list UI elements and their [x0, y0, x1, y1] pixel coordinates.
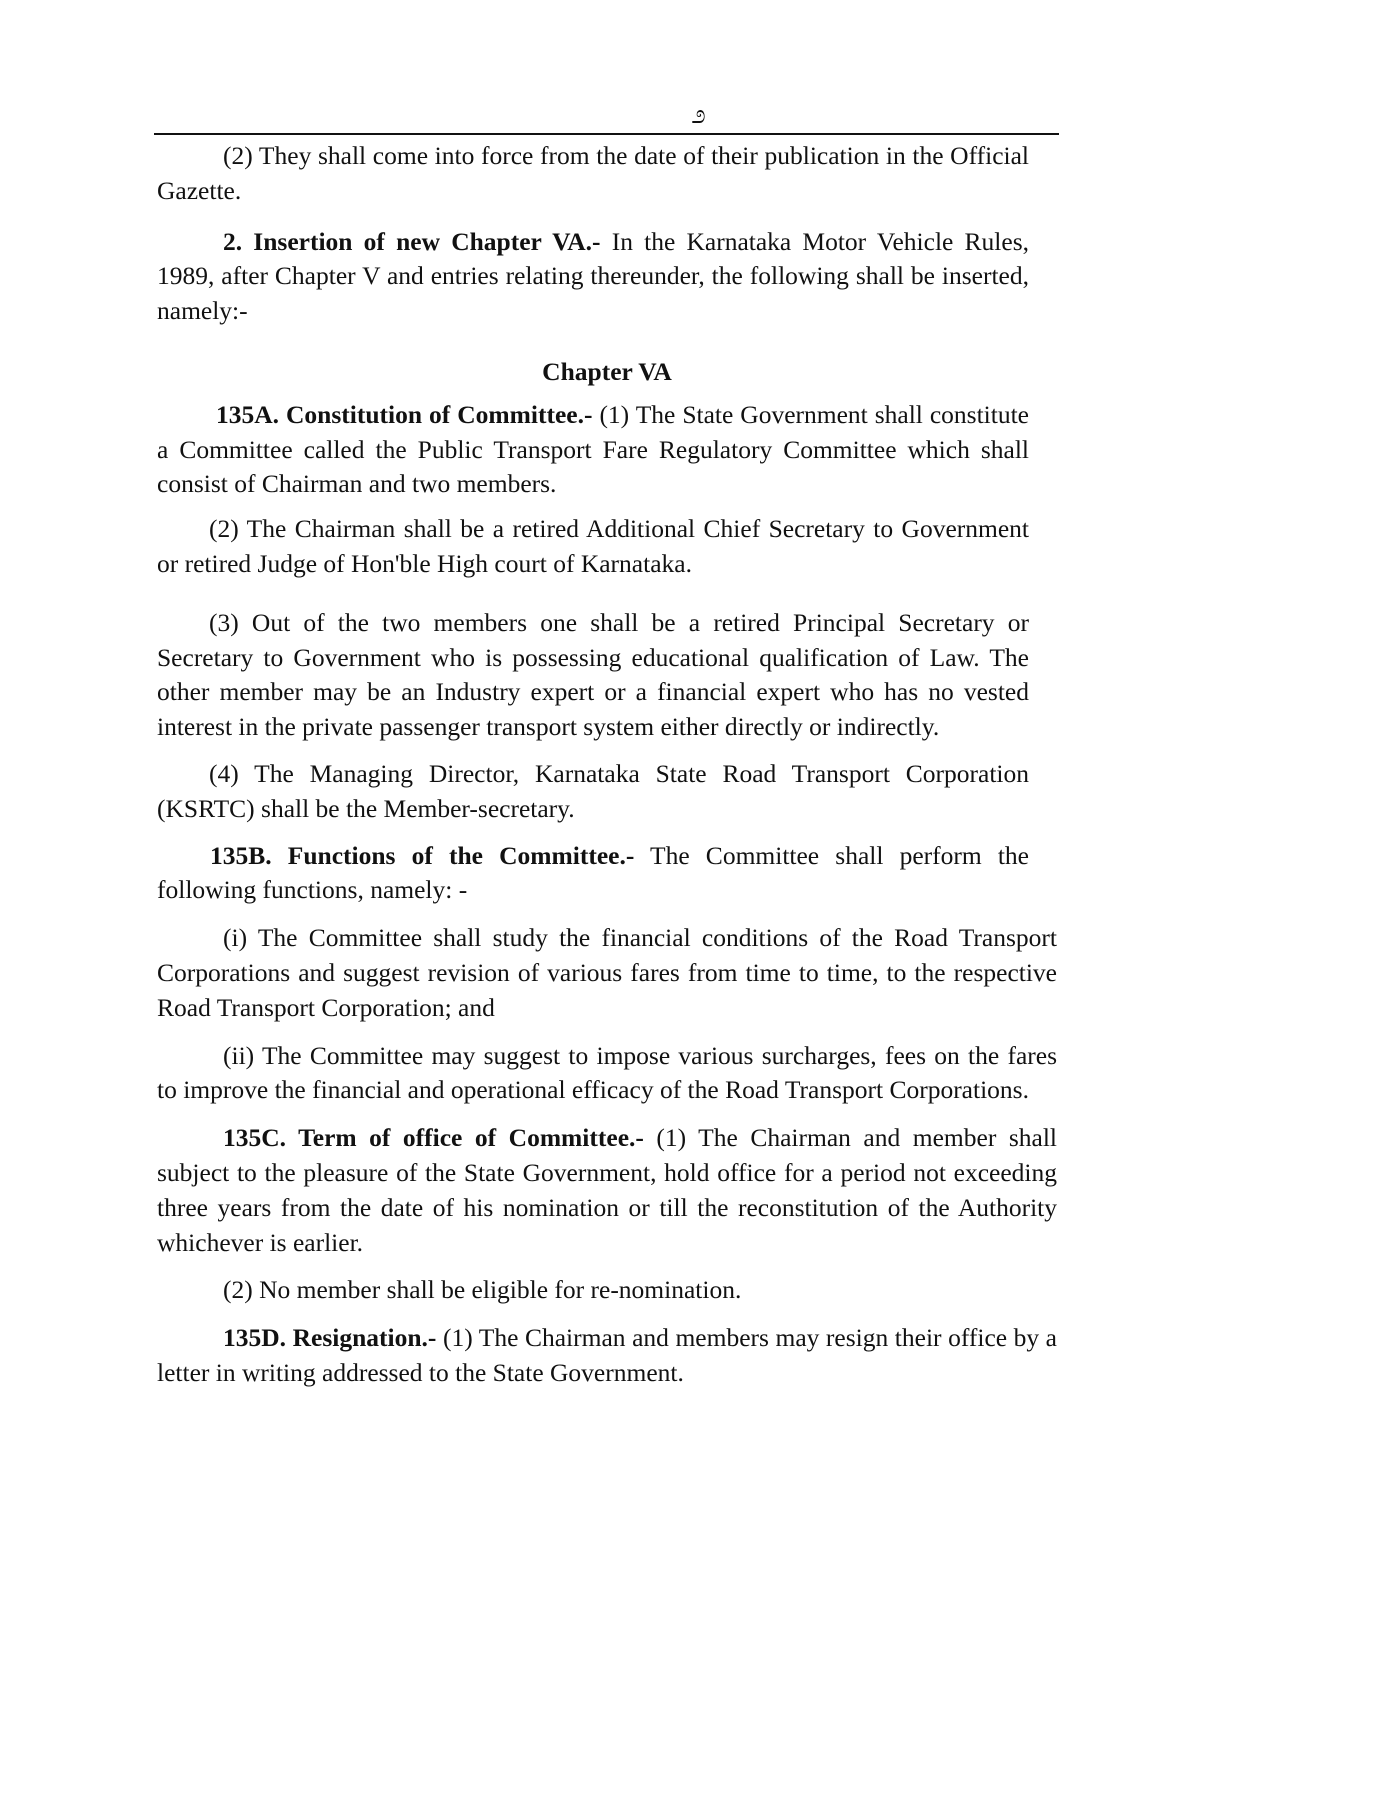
section-2-heading: 2. Insertion of new Chapter VA.-	[223, 226, 601, 256]
page-number	[0, 100, 1391, 130]
rule-135a-subrule-4: (4) The Managing Director, Karnataka State Road Transport Corporation (KSRTC) shall be the Member-secretary.	[157, 758, 1029, 823]
page-number-text: ೨	[691, 100, 706, 129]
rule-135a-heading: 135A. Constitution of Committee.-	[216, 399, 593, 429]
rule-135a-subrule-1	[157, 398, 1029, 502]
rule-135c-subrule-2: (2) No member shall be eligible for re-nomination.	[223, 1275, 742, 1305]
rule-135b-intro	[157, 839, 1029, 909]
rule-135a-sub1-text: (1) The State Government shall constitute a Committee called the Public Transport Fare Regulatory Committee which shall consist of Chairman and two members.	[157, 399, 1030, 499]
header-divider	[154, 133, 1059, 135]
rule-135c-sub1-text: (1) The Chairman and member shall subject to the pleasure of the State Government, hold office for a period not exceeding three years from the date of his nomination or till the reconstitution of the Authority whichever is earlier.	[157, 1123, 1057, 1257]
rule-135b-heading: 135B. Functions of the Committee.-	[210, 840, 635, 870]
chapter-title: Chapter VA	[542, 356, 672, 386]
rule-135d-heading: 135D. Resignation.-	[223, 1323, 437, 1353]
section-2-insertion	[157, 225, 1029, 329]
rule-135b-text: The Committee shall perform the following functions, namely: -	[157, 840, 1029, 905]
rule-135b-item-i: (i) The Committee shall study the financial conditions of the Road Transport Corporations and suggest revision of various fares from time to time, to the respective Road Transport Corporation; and	[157, 923, 1057, 1022]
rule-1-subrule-2: (2) They shall come into force from the date of their publication in the Official Gazette.	[157, 141, 1029, 205]
rule-135a-subrule-2: (2) The Chairman shall be a retired Additional Chief Secretary to Government or retired Judge of Hon'ble High court of Karnataka.	[157, 514, 1029, 578]
rule-135d-sub1-text: (1) The Chairman and members may resign their office by a letter in writing addressed to the State Government.	[157, 1323, 1058, 1387]
rule-135a-subrule-3: (3) Out of the two members one shall be a retired Principal Secretary or Secretary to Government who is possessing educational qualification of Law. The other member may be an Industry expert or a financial expert who has no vested interest in the private passenger transport system either directly or indirectly.	[157, 607, 1029, 742]
document-body	[157, 139, 1057, 1391]
section-2-text: In the Karnataka Motor Vehicle Rules, 1989, after Chapter V and entries relating thereunder, the following shall be inserted, namely:-	[157, 226, 1030, 326]
rule-135b-item-ii: (ii) The Committee may suggest to impose various surcharges, fees on the fares to improve the financial and operational efficacy of the Road Transport Corporations.	[157, 1040, 1057, 1105]
rule-135d-subrule-1	[157, 1321, 1057, 1391]
rule-135c-heading: 135C. Term of office of Committee.-	[223, 1123, 644, 1153]
rule-135c-subrule-1	[157, 1121, 1057, 1260]
